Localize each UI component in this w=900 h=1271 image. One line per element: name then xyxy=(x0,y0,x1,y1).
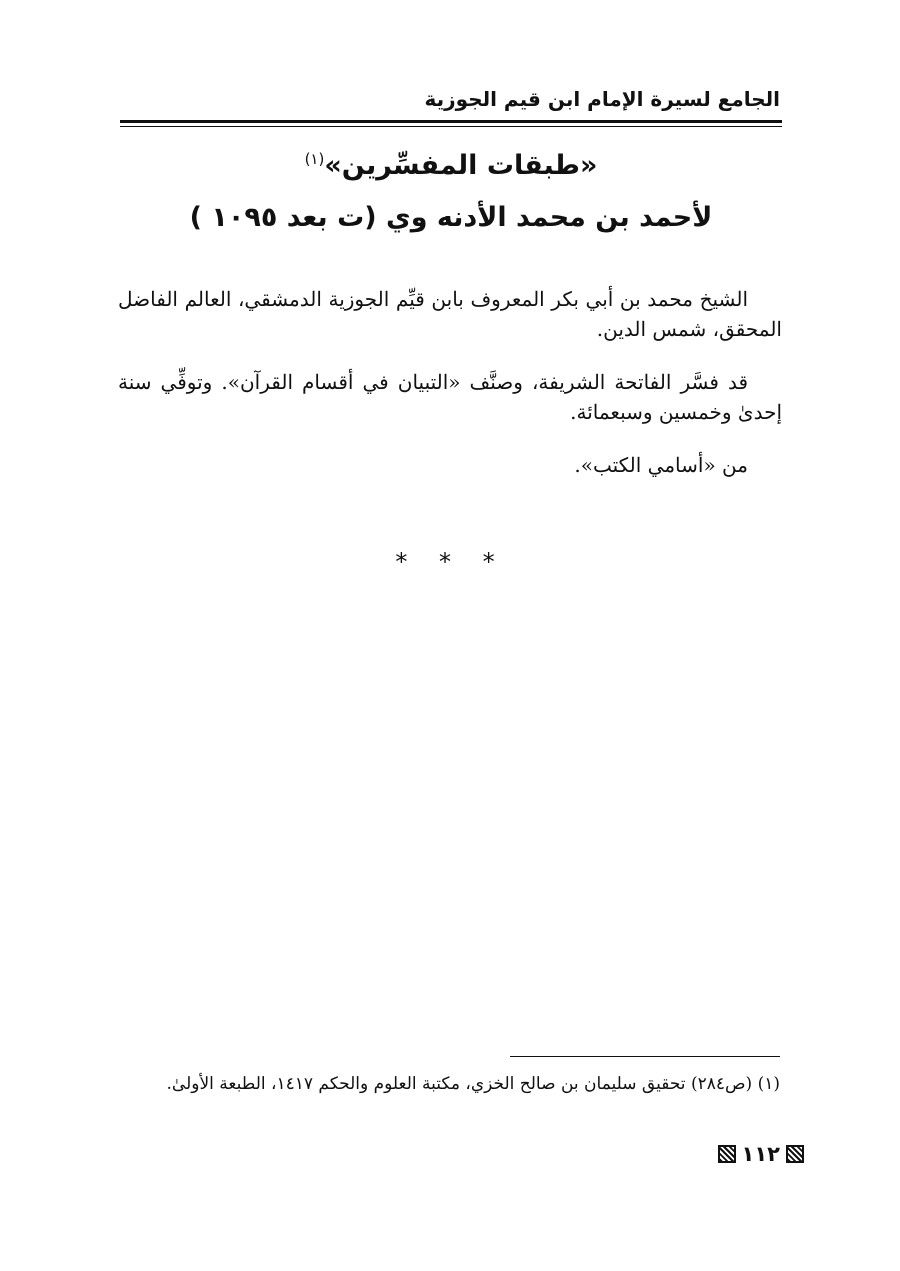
header-rule-thin xyxy=(120,126,782,127)
section-title-text: «طبقات المفسِّرين» xyxy=(324,150,598,181)
page-number: ١١٢ xyxy=(741,1142,780,1166)
paragraph: قد فسَّر الفاتحة الشريفة، وصنَّف «التبيان في أقسام القرآن». وتوفِّي سنة إحدىٰ وخمسين وسبعمائة. xyxy=(118,370,782,424)
running-header: الجامع لسيرة الإمام ابن قيم الجوزية xyxy=(424,87,780,111)
header-rule-thick xyxy=(120,120,782,123)
ornament-icon xyxy=(718,1145,736,1163)
page-number-block xyxy=(718,1142,804,1166)
footnote-rule xyxy=(510,1056,780,1057)
paragraph: الشيخ محمد بن أبي بكر المعروف بابن قيِّم الجوزية الدمشقي، العالم الفاضل المحقق، شمس الدين. xyxy=(118,287,782,341)
paragraph: من «أسامي الكتب». xyxy=(574,453,748,477)
body-text xyxy=(118,284,782,503)
footnote: (١) (ص٢٨٤) تحقيق سليمان بن صالح الخزي، مكتبة العلوم والحكم ١٤١٧، الطبعة الأولىٰ. xyxy=(166,1074,780,1094)
section-separator: * * * xyxy=(395,548,507,576)
footnote-reference: (١) xyxy=(304,150,325,168)
ornament-icon xyxy=(786,1145,804,1163)
section-title xyxy=(120,150,782,181)
section-subtitle: لأحمد بن محمد الأدنه وي (ت بعد ١٠٩٥ ) xyxy=(189,202,713,233)
